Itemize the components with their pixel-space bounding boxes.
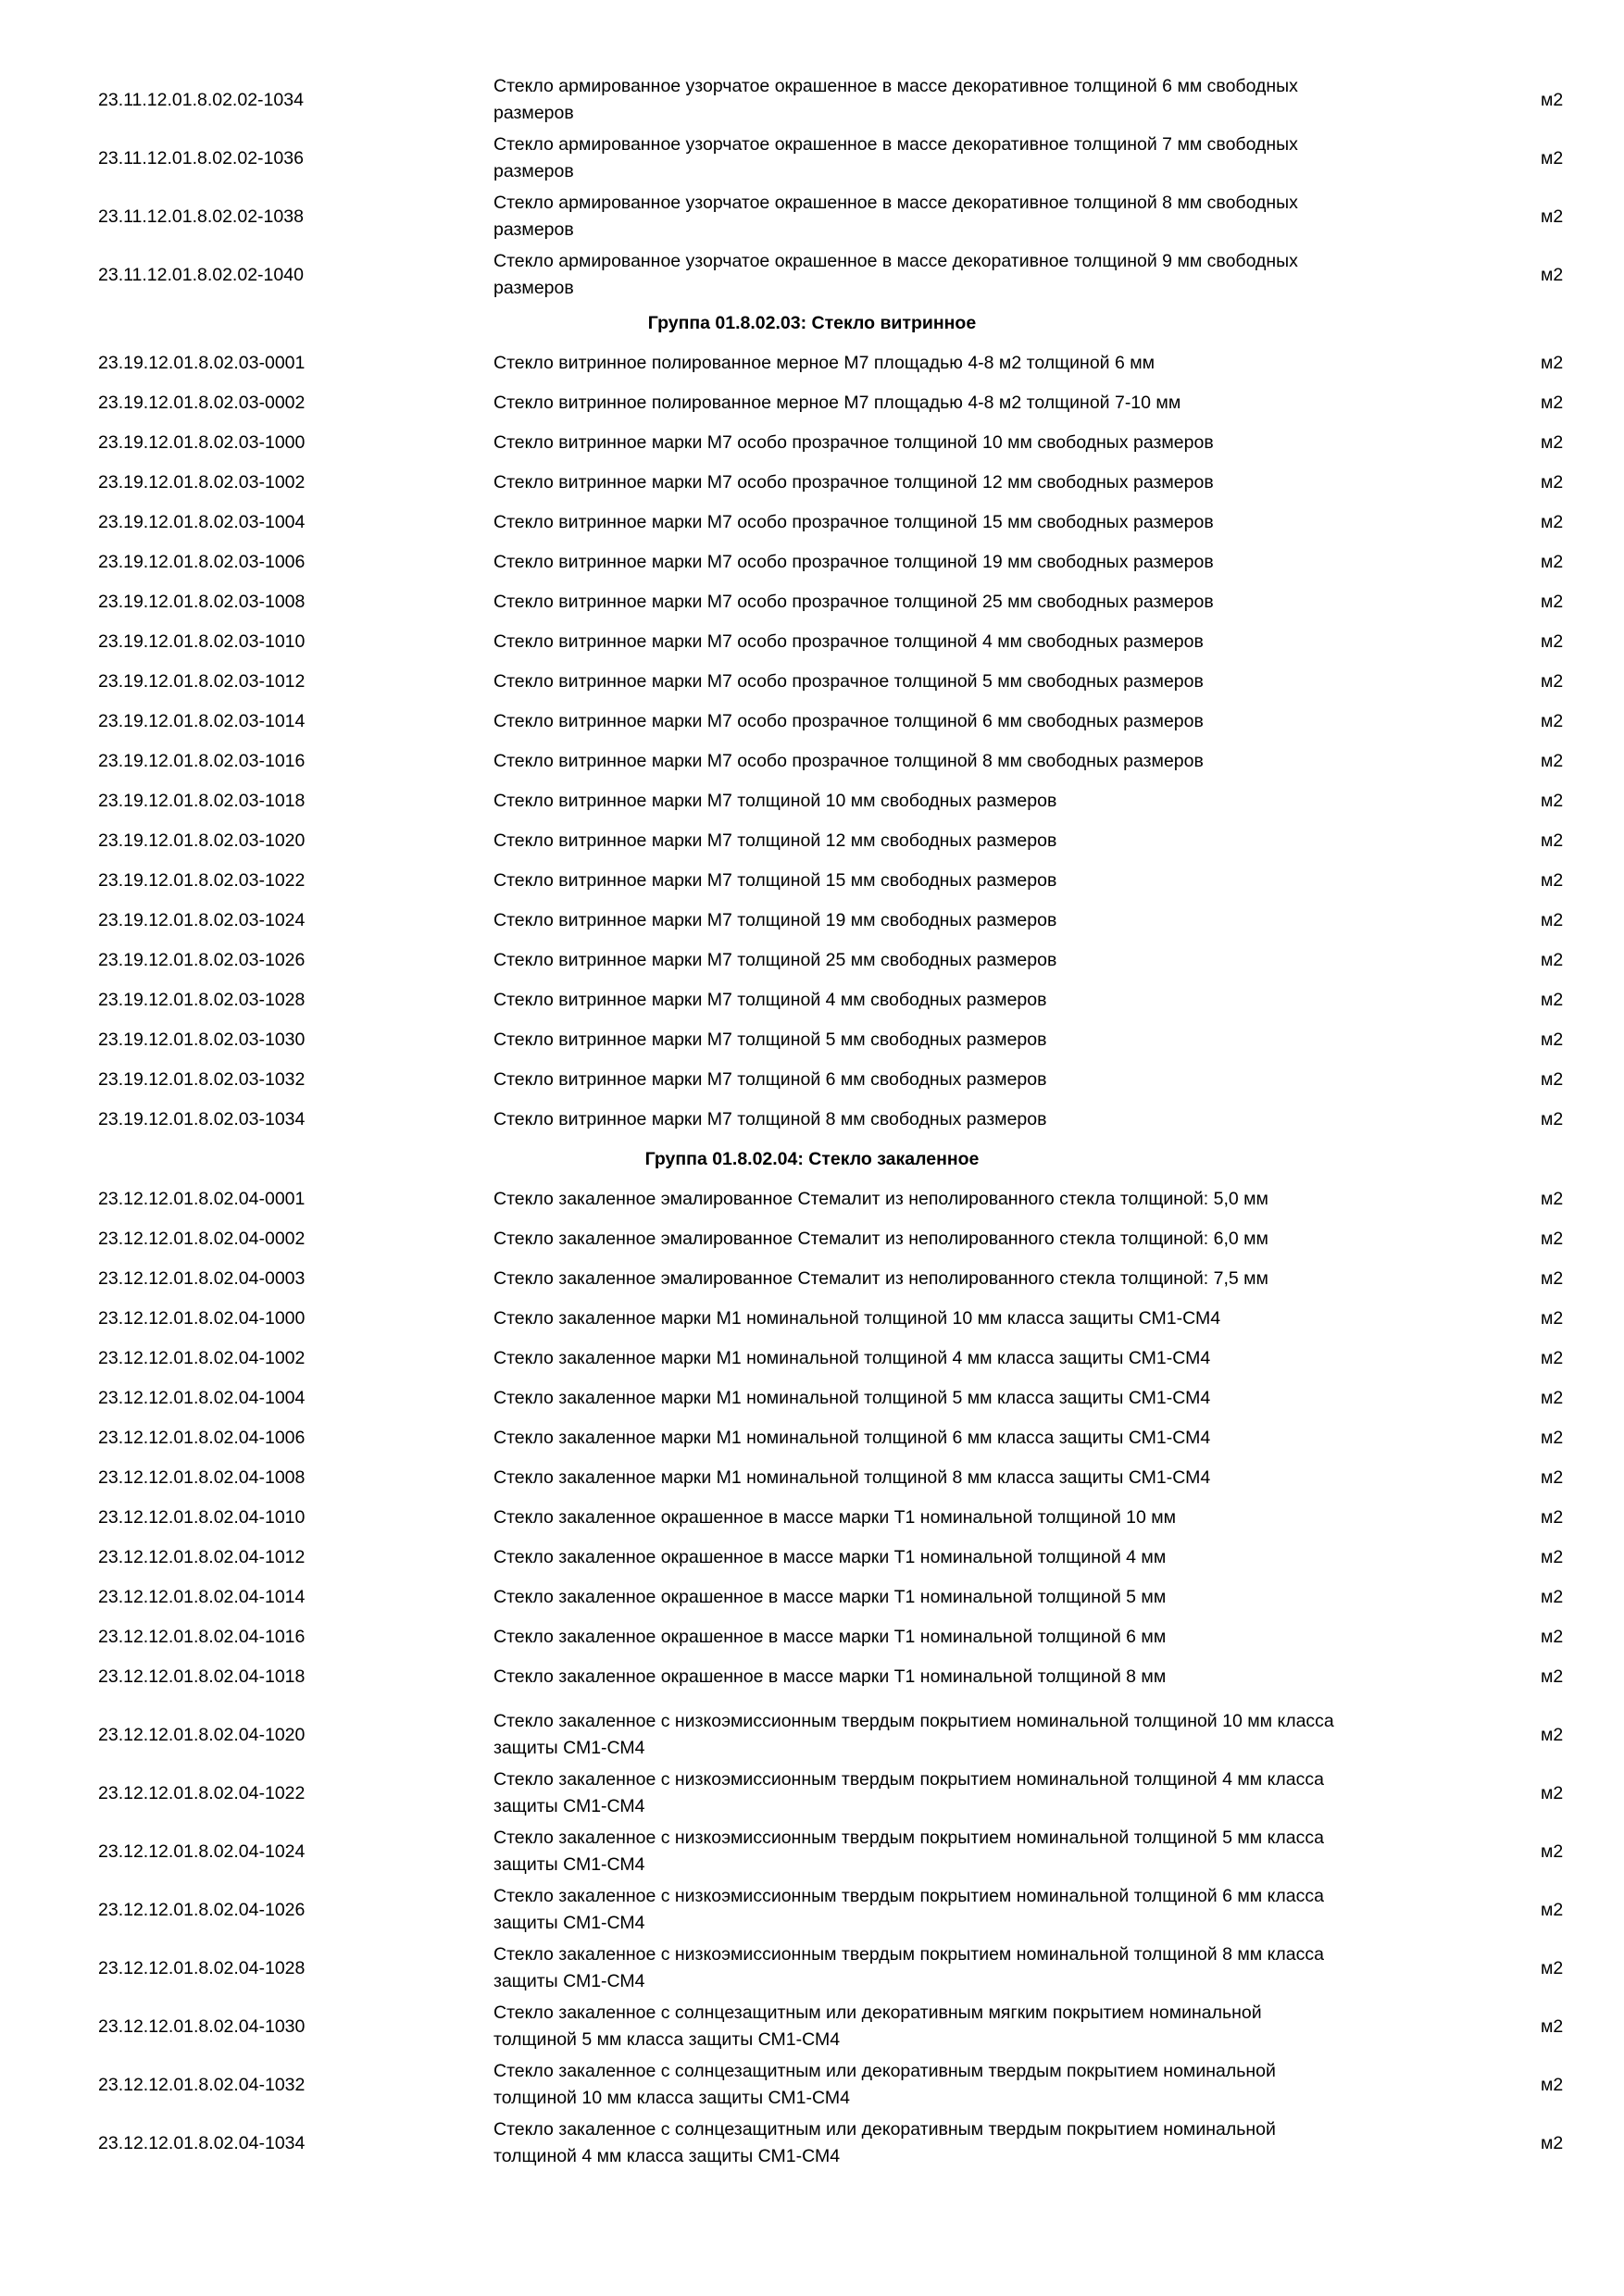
item-code: 23.19.12.01.8.02.03-1014	[98, 710, 306, 731]
item-name-line: Стекло витринное полированное мерное М7 площадью 4-8 м2 толщиной 7-10 мм	[493, 392, 1181, 413]
item-unit: м2	[1541, 790, 1564, 811]
item-name-line: защиты СМ1-СМ4	[493, 1854, 645, 1875]
item-name-line: Стекло витринное марки М7 особо прозрачное толщиной 10 мм свободных размеров	[493, 431, 1214, 453]
item-code: 23.19.12.01.8.02.03-1002	[98, 471, 306, 493]
table-row	[0, 1067, 1624, 1093]
item-name	[493, 131, 1456, 185]
item-name-line: Стекло витринное марки М7 толщиной 8 мм свободных размеров	[493, 1108, 1047, 1129]
table-row	[0, 1883, 1624, 1937]
item-unit: м2	[1541, 2015, 1564, 2037]
item-name	[493, 1883, 1456, 1937]
item-name-line: Стекло закаленное с низкоэмиссионным твердым покрытием номинальной толщиной 10 мм класса	[493, 1711, 1334, 1731]
item-unit: м2	[1541, 1029, 1564, 1050]
item-name	[493, 708, 1456, 735]
item-name	[493, 987, 1456, 1014]
table-row	[0, 907, 1624, 934]
item-name-line: Стекло закаленное марки М1 номинальной толщиной 6 мм класса защиты СМ1-СМ4	[493, 1427, 1211, 1448]
item-code: 23.12.12.01.8.02.04-0003	[98, 1267, 306, 1289]
item-code: 23.11.12.01.8.02.02-1038	[98, 206, 304, 227]
item-code: 23.19.12.01.8.02.03-1024	[98, 909, 306, 930]
item-unit: м2	[1541, 1957, 1564, 1978]
item-code: 23.12.12.01.8.02.04-1010	[98, 1506, 306, 1528]
item-name-line: Стекло закаленное окрашенное в массе марки Т1 номинальной толщиной 8 мм	[493, 1666, 1167, 1687]
item-name	[493, 668, 1456, 695]
item-name-line: Стекло витринное марки М7 толщиной 12 мм свободных размеров	[493, 830, 1057, 851]
item-code: 23.19.12.01.8.02.03-1028	[98, 989, 306, 1010]
item-unit: м2	[1541, 830, 1564, 851]
item-unit: м2	[1541, 511, 1564, 532]
item-name-line: Стекло закаленное окрашенное в массе марки Т1 номинальной толщиной 10 мм	[493, 1506, 1177, 1528]
table-row	[0, 1465, 1624, 1491]
item-name	[493, 190, 1456, 243]
item-name-line: Стекло закаленное марки М1 номинальной толщиной 4 мм класса защиты СМ1-СМ4	[493, 1347, 1211, 1368]
item-name	[493, 549, 1456, 576]
item-name	[493, 248, 1456, 302]
table-row	[0, 788, 1624, 815]
item-code: 23.19.12.01.8.02.03-1012	[98, 670, 306, 692]
item-code: 23.12.12.01.8.02.04-1002	[98, 1347, 306, 1368]
item-unit: м2	[1541, 206, 1564, 227]
item-code: 23.12.12.01.8.02.04-1026	[98, 1899, 306, 1920]
item-name	[493, 350, 1456, 377]
item-code: 23.11.12.01.8.02.02-1040	[98, 264, 304, 285]
item-unit: м2	[1541, 1307, 1564, 1329]
item-name	[493, 629, 1456, 655]
item-code: 23.19.12.01.8.02.03-1020	[98, 830, 306, 851]
item-name-line: Стекло закаленное с низкоэмиссионным твердым покрытием номинальной толщиной 6 мм класса	[493, 1886, 1324, 1906]
item-name	[493, 1106, 1456, 1133]
item-name-line: Стекло закаленное марки М1 номинальной толщиной 8 мм класса защиты СМ1-СМ4	[493, 1466, 1211, 1488]
table-row	[0, 1584, 1624, 1611]
item-name-line: толщиной 4 мм класса защиты СМ1-СМ4	[493, 2146, 841, 2166]
table-row	[0, 549, 1624, 576]
item-name-line: Стекло закаленное с солнцезащитным или декоративным мягким покрытием номинальной	[493, 2003, 1262, 2023]
table-row	[0, 430, 1624, 456]
item-code: 23.12.12.01.8.02.04-1034	[98, 2132, 306, 2153]
item-code: 23.12.12.01.8.02.04-1006	[98, 1427, 306, 1448]
item-code: 23.12.12.01.8.02.04-1014	[98, 1586, 306, 1607]
item-name	[493, 1226, 1456, 1253]
item-code: 23.12.12.01.8.02.04-1020	[98, 1724, 306, 1745]
item-name-line: Стекло витринное марки М7 особо прозрачное толщиной 15 мм свободных размеров	[493, 511, 1214, 532]
item-name-line: Стекло армированное узорчатое окрашенное в массе декоративное толщиной 6 мм свободных	[493, 76, 1298, 96]
item-name	[493, 1345, 1456, 1372]
item-unit: м2	[1541, 264, 1564, 285]
item-code: 23.12.12.01.8.02.04-1028	[98, 1957, 306, 1978]
item-unit: м2	[1541, 710, 1564, 731]
item-name-line: Стекло закаленное марки М1 номинальной толщиной 5 мм класса защиты СМ1-СМ4	[493, 1387, 1211, 1408]
item-unit: м2	[1541, 352, 1564, 373]
item-unit: м2	[1541, 89, 1564, 110]
item-name-line: защиты СМ1-СМ4	[493, 1738, 645, 1758]
table-row	[0, 1825, 1624, 1878]
item-name-line: Стекло витринное полированное мерное М7 площадью 4-8 м2 толщиной 6 мм	[493, 352, 1156, 373]
item-code: 23.12.12.01.8.02.04-1018	[98, 1666, 306, 1687]
item-name-line: Стекло армированное узорчатое окрашенное в массе декоративное толщиной 9 мм свободных	[493, 251, 1298, 271]
table-row	[0, 1027, 1624, 1054]
item-name-line: Стекло витринное марки М7 особо прозрачное толщиной 19 мм свободных размеров	[493, 551, 1214, 572]
item-name	[493, 867, 1456, 894]
table-row	[0, 469, 1624, 496]
item-name-line: размеров	[493, 278, 574, 298]
item-code: 23.19.12.01.8.02.03-1022	[98, 869, 306, 891]
item-name	[493, 1385, 1456, 1412]
item-name	[493, 828, 1456, 855]
item-name	[493, 1544, 1456, 1571]
item-unit: м2	[1541, 1586, 1564, 1607]
item-unit: м2	[1541, 1841, 1564, 1862]
item-code: 23.12.12.01.8.02.04-1024	[98, 1841, 306, 1862]
table-row	[0, 629, 1624, 655]
item-name-line: размеров	[493, 103, 574, 123]
item-unit: м2	[1541, 869, 1564, 891]
item-code: 23.11.12.01.8.02.02-1034	[98, 89, 304, 110]
item-name-line: Стекло витринное марки М7 толщиной 4 мм свободных размеров	[493, 989, 1047, 1010]
item-unit: м2	[1541, 471, 1564, 493]
item-name-line: Стекло витринное марки М7 толщиной 5 мм свободных размеров	[493, 1029, 1047, 1050]
table-row	[0, 867, 1624, 894]
item-name-line: толщиной 5 мм класса защиты СМ1-СМ4	[493, 2029, 841, 2050]
item-unit: м2	[1541, 1387, 1564, 1408]
item-name-line: Стекло витринное марки М7 особо прозрачное толщиной 12 мм свободных размеров	[493, 471, 1214, 493]
table-row	[0, 1941, 1624, 1995]
table-row	[0, 131, 1624, 185]
item-unit: м2	[1541, 2074, 1564, 2095]
table-row	[0, 1106, 1624, 1133]
item-code: 23.12.12.01.8.02.04-1000	[98, 1307, 306, 1329]
item-unit: м2	[1541, 147, 1564, 168]
item-name	[493, 1186, 1456, 1213]
table-row	[0, 1266, 1624, 1292]
table-row	[0, 390, 1624, 417]
item-name-line: Стекло закаленное с солнцезащитным или декоративным твердым покрытием номинальной	[493, 2061, 1276, 2081]
item-code: 23.19.12.01.8.02.03-1004	[98, 511, 306, 532]
item-name	[493, 1425, 1456, 1452]
item-name	[493, 2000, 1456, 2053]
item-name	[493, 430, 1456, 456]
item-name-line: Стекло закаленное окрашенное в массе марки Т1 номинальной толщиной 6 мм	[493, 1626, 1167, 1647]
item-unit: м2	[1541, 591, 1564, 612]
item-unit: м2	[1541, 1782, 1564, 1803]
item-unit: м2	[1541, 1724, 1564, 1745]
item-name-line: Стекло закаленное окрашенное в массе марки Т1 номинальной толщиной 4 мм	[493, 1546, 1167, 1567]
item-name-line: Стекло витринное марки М7 особо прозрачное толщиной 25 мм свободных размеров	[493, 591, 1214, 612]
item-name	[493, 589, 1456, 616]
item-unit: м2	[1541, 1108, 1564, 1129]
item-name	[493, 1941, 1456, 1995]
item-name-line: Стекло витринное марки М7 толщиной 15 мм свободных размеров	[493, 869, 1057, 891]
table-row	[0, 1186, 1624, 1213]
item-unit: м2	[1541, 670, 1564, 692]
item-name	[493, 2116, 1456, 2170]
item-unit: м2	[1541, 949, 1564, 970]
item-name	[493, 1624, 1456, 1651]
item-code: 23.12.12.01.8.02.04-1030	[98, 2015, 306, 2037]
item-name-line: Стекло витринное марки М7 толщиной 6 мм свободных размеров	[493, 1068, 1047, 1090]
item-name-line: защиты СМ1-СМ4	[493, 1796, 645, 1816]
item-code: 23.11.12.01.8.02.02-1036	[98, 147, 304, 168]
table-row	[0, 1425, 1624, 1452]
item-name-line: Стекло витринное марки М7 особо прозрачное толщиной 4 мм свободных размеров	[493, 630, 1204, 652]
item-name-line: Стекло закаленное эмалированное Стемалит из неполированного стекла толщиной: 7,5 мм	[493, 1267, 1268, 1289]
table-row	[0, 1226, 1624, 1253]
item-unit: м2	[1541, 1466, 1564, 1488]
item-name	[493, 748, 1456, 775]
item-name-line: Стекло закаленное окрашенное в массе марки Т1 номинальной толщиной 5 мм	[493, 1586, 1167, 1607]
item-name-line: Стекло витринное марки М7 особо прозрачное толщиной 8 мм свободных размеров	[493, 750, 1204, 771]
item-name-line: Стекло витринное марки М7 особо прозрачное толщиной 5 мм свободных размеров	[493, 670, 1204, 692]
item-unit: м2	[1541, 1546, 1564, 1567]
item-code: 23.19.12.01.8.02.03-1030	[98, 1029, 306, 1050]
table-row	[0, 1345, 1624, 1372]
item-code: 23.19.12.01.8.02.03-1018	[98, 790, 306, 811]
table-row	[0, 828, 1624, 855]
item-name-line: Стекло закаленное эмалированное Стемалит из неполированного стекла толщиной: 5,0 мм	[493, 1188, 1268, 1209]
item-name	[493, 1504, 1456, 1531]
table-row	[0, 708, 1624, 735]
table-row	[0, 2000, 1624, 2053]
item-name-line: размеров	[493, 161, 574, 181]
item-code: 23.19.12.01.8.02.03-1016	[98, 750, 306, 771]
item-name-line: Стекло витринное марки М7 толщиной 19 мм свободных размеров	[493, 909, 1057, 930]
table-row	[0, 589, 1624, 616]
table-row	[0, 1504, 1624, 1531]
group-heading: Группа 01.8.02.03: Стекло витринное	[647, 312, 977, 333]
item-name-line: размеров	[493, 219, 574, 240]
item-unit: м2	[1541, 630, 1564, 652]
item-name	[493, 73, 1456, 127]
item-name	[493, 1664, 1456, 1691]
table-row	[0, 2116, 1624, 2170]
item-name	[493, 2058, 1456, 2112]
table-row	[0, 1664, 1624, 1691]
table-row	[0, 987, 1624, 1014]
item-name-line: толщиной 10 мм класса защиты СМ1-СМ4	[493, 2088, 850, 2108]
item-name	[493, 1266, 1456, 1292]
item-name-line: защиты СМ1-СМ4	[493, 1971, 645, 1991]
table-row	[0, 1766, 1624, 1820]
item-code: 23.19.12.01.8.02.03-1008	[98, 591, 306, 612]
item-code: 23.12.12.01.8.02.04-1016	[98, 1626, 306, 1647]
item-name-line: Стекло закаленное эмалированное Стемалит из неполированного стекла толщиной: 6,0 мм	[493, 1228, 1268, 1249]
item-code: 23.12.12.01.8.02.04-1032	[98, 2074, 306, 2095]
item-unit: м2	[1541, 2132, 1564, 2153]
table-row	[0, 350, 1624, 377]
table-row	[0, 1544, 1624, 1571]
item-code: 23.19.12.01.8.02.03-1000	[98, 431, 306, 453]
item-code: 23.12.12.01.8.02.04-0002	[98, 1228, 306, 1249]
table-row	[0, 509, 1624, 536]
item-unit: м2	[1541, 1626, 1564, 1647]
item-name	[493, 1708, 1456, 1762]
item-code: 23.19.12.01.8.02.03-1026	[98, 949, 306, 970]
table-row	[0, 947, 1624, 974]
item-name	[493, 788, 1456, 815]
item-name	[493, 1465, 1456, 1491]
table-row	[0, 748, 1624, 775]
item-unit: м2	[1541, 750, 1564, 771]
table-row	[0, 73, 1624, 127]
item-unit: м2	[1541, 431, 1564, 453]
item-name	[493, 907, 1456, 934]
item-unit: м2	[1541, 1267, 1564, 1289]
item-name	[493, 1825, 1456, 1878]
table-row	[0, 2058, 1624, 2112]
table-row	[0, 1385, 1624, 1412]
item-unit: м2	[1541, 909, 1564, 930]
item-unit: м2	[1541, 392, 1564, 413]
table-row	[0, 1708, 1624, 1762]
table-row	[0, 1305, 1624, 1332]
item-name-line: Стекло армированное узорчатое окрашенное в массе декоративное толщиной 8 мм свободных	[493, 193, 1298, 213]
item-code: 23.19.12.01.8.02.03-1034	[98, 1108, 306, 1129]
item-code: 23.19.12.01.8.02.03-0002	[98, 392, 306, 413]
item-name-line: Стекло витринное марки М7 особо прозрачное толщиной 6 мм свободных размеров	[493, 710, 1204, 731]
item-code: 23.19.12.01.8.02.03-1032	[98, 1068, 306, 1090]
item-unit: м2	[1541, 1666, 1564, 1687]
item-code: 23.12.12.01.8.02.04-1022	[98, 1782, 306, 1803]
item-unit: м2	[1541, 1427, 1564, 1448]
item-name-line: Стекло закаленное с низкоэмиссионным твердым покрытием номинальной толщиной 5 мм класса	[493, 1828, 1324, 1848]
item-name	[493, 509, 1456, 536]
item-code: 23.12.12.01.8.02.04-1004	[98, 1387, 306, 1408]
item-unit: м2	[1541, 1068, 1564, 1090]
item-name	[493, 1067, 1456, 1093]
item-name-line: Стекло закаленное с солнцезащитным или декоративным твердым покрытием номинальной	[493, 2119, 1276, 2140]
item-name-line: защиты СМ1-СМ4	[493, 1913, 645, 1933]
table-row	[0, 668, 1624, 695]
item-unit: м2	[1541, 1228, 1564, 1249]
item-code: 23.19.12.01.8.02.03-1006	[98, 551, 306, 572]
item-code: 23.12.12.01.8.02.04-0001	[98, 1188, 306, 1209]
table-row	[0, 248, 1624, 302]
item-code: 23.19.12.01.8.02.03-1010	[98, 630, 306, 652]
item-name-line: Стекло витринное марки М7 толщиной 10 мм свободных размеров	[493, 790, 1057, 811]
item-name	[493, 1027, 1456, 1054]
item-code: 23.19.12.01.8.02.03-0001	[98, 352, 306, 373]
item-name	[493, 947, 1456, 974]
item-code: 23.12.12.01.8.02.04-1008	[98, 1466, 306, 1488]
item-name	[493, 469, 1456, 496]
group-heading: Группа 01.8.02.04: Стекло закаленное	[644, 1148, 980, 1169]
item-unit: м2	[1541, 1506, 1564, 1528]
item-unit: м2	[1541, 1188, 1564, 1209]
item-unit: м2	[1541, 1899, 1564, 1920]
item-name	[493, 1766, 1456, 1820]
table-row	[0, 190, 1624, 243]
item-name	[493, 1584, 1456, 1611]
item-name-line: Стекло армированное узорчатое окрашенное в массе декоративное толщиной 7 мм свободных	[493, 134, 1298, 155]
item-name-line: Стекло закаленное с низкоэмиссионным твердым покрытием номинальной толщиной 8 мм класса	[493, 1944, 1324, 1965]
item-name-line: Стекло закаленное с низкоэмиссионным твердым покрытием номинальной толщиной 4 мм класса	[493, 1769, 1324, 1790]
item-name	[493, 390, 1456, 417]
item-unit: м2	[1541, 551, 1564, 572]
item-name-line: Стекло закаленное марки М1 номинальной толщиной 10 мм класса защиты СМ1-СМ4	[493, 1307, 1221, 1329]
item-unit: м2	[1541, 989, 1564, 1010]
table-row	[0, 1624, 1624, 1651]
item-code: 23.12.12.01.8.02.04-1012	[98, 1546, 306, 1567]
item-unit: м2	[1541, 1347, 1564, 1368]
item-name	[493, 1305, 1456, 1332]
item-name-line: Стекло витринное марки М7 толщиной 25 мм свободных размеров	[493, 949, 1057, 970]
